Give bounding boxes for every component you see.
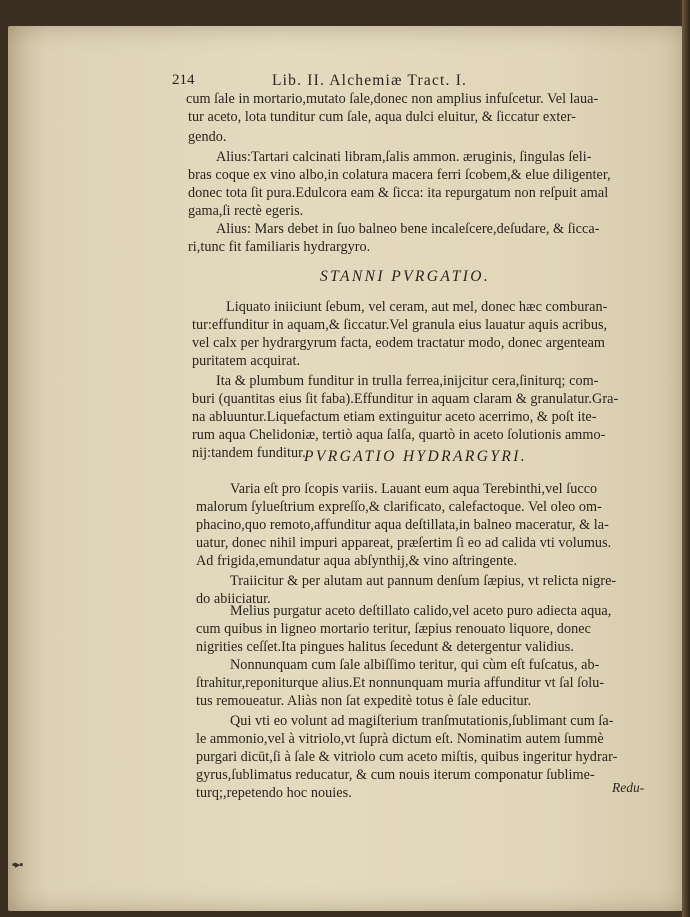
text-line: Alius:Tartari calcinati libram,ſalis ammon. æruginis, ſingulas ſeli-: [216, 149, 592, 165]
text-line: Liquato iniiciunt ſebum, vel ceram, aut mel, donec hæc comburan-: [226, 299, 608, 315]
text-line: malorum ſylueſtrium expreſſo,& clarificato, calefactoque. Vel oleo om-: [196, 499, 602, 515]
text-line: cum ſale in mortario,mutato ſale,donec non amplius infuſcetur. Vel laua-: [186, 91, 599, 107]
text-line: Qui vti eo volunt ad magiſterium tranſmutationis,ſublimant cum ſa-: [230, 713, 614, 729]
text-line: buri (quantitas eius ſit faba).Effunditur in aquam claram & granulatur.Gra-: [192, 391, 619, 407]
text-line: Nonnunquam cum ſale albiſſimo teritur, qui cùm eſt fuſcatus, ab-: [230, 657, 600, 673]
text-line: tur aceto, lota tunditur cum ſale, aqua dulci eluitur, & ſiccatur exter-: [188, 109, 577, 125]
text-line: Traiicitur & per alutam aut pannum denſum ſæpius, vt relicta nigre-: [230, 573, 617, 589]
text-line: uatur, donec nihil impuri appareat, præſertim ſi eo ad calida vti volumus.: [196, 535, 612, 551]
text-line: tus remoueatur. Aliàs non ſat expeditè totus è ſale educitur.: [196, 693, 532, 709]
text-line: donec tota ſit pura.Edulcora eam & ſicca: ita repurgatum non reſpuit amal: [188, 185, 609, 201]
text-line: Melius purgatur aceto deſtillato calido,vel aceto puro adiecta aqua,: [230, 603, 612, 619]
text-line: nij:tandem funditur.: [192, 445, 306, 461]
section-heading-stanni: STANNI PVRGATIO.: [320, 268, 491, 285]
text-line: Ad frigida,emundatur aqua abſynthij,& vino aſtringente.: [196, 553, 518, 569]
ink-blemish: ▪▸▪: [12, 859, 23, 871]
running-head: Lib. II. Alchemiæ Tract. I.: [272, 72, 468, 89]
text-line: tur:effunditur in aquam,& ſiccatur.Vel granula eius lauatur aquis acribus,: [192, 317, 608, 333]
text-line: puritatem acquirat.: [192, 353, 301, 369]
text-line: na abluuntur.Liquefactum etiam extinguitur aceto acerrimo, & poſt ite-: [192, 409, 597, 425]
text-line: ri,tunc fit familiaris hydrargyro.: [188, 239, 371, 255]
text-line: turq;,repetendo hoc nouies.: [196, 785, 352, 801]
catchword: Redu-: [612, 780, 645, 795]
text-line: rum aqua Chelidoniæ, tertiò aqua ſalſa, quartò in aceto ſolutionis ammo-: [192, 427, 606, 443]
text-line: cum quibus in ligneo mortario teritur, ſæpius renouato liquore, donec: [196, 621, 591, 637]
text-line: Ita & plumbum funditur in trulla ferrea,inijcitur cera,ſiniturq; com-: [216, 373, 599, 389]
text-line: gyrus,ſublimatus reducatur, & cum nouis iterum componatur ſublime-: [196, 767, 595, 783]
text-line: gama,ſi rectè egeris.: [188, 203, 304, 219]
text-line: Varia eſt pro ſcopis variis. Lauant eum aqua Terebinthi,vel ſucco: [230, 481, 598, 497]
text-line: gendo.: [188, 129, 227, 145]
text-line: bras coque ex vino albo,in colatura macera ferri ſcobem,& elue diligenter,: [188, 167, 611, 183]
text-line: vel calx per hydrargyrum facta, eodem tractatur modo, donec argenteam: [192, 335, 606, 351]
section-heading-hydrargyri: PVRGATIO HYDRARGYRI.: [304, 448, 528, 465]
text-line: do abiiciatur.: [196, 591, 271, 607]
text-line: nigrities ceſſet.Ita pingues halitus ſecedunt & detergentur validius.: [196, 639, 574, 655]
text-line: ſtrahitur,reponiturque alius.Et nonnunquam muria affunditur vt ſal ſolu-: [196, 675, 605, 691]
text-line: phacino,quo remoto,affunditur aqua deſtillata,in balneo maceratur, & la-: [196, 517, 609, 533]
text-line: Alius: Mars debet in ſuo balneo bene incaleſcere,deſudare, & ſicca-: [216, 221, 600, 237]
text-line: le ammonio,vel à vitriolo,vt ſuprà dictum eſt. Nominatim autem ſummè: [196, 731, 604, 747]
page-number: 214: [172, 72, 195, 88]
text-line: purgari dicūt,ſi à ſale & vitriolo cum aceto miſtis, quibus ingeritur hydrar-: [196, 749, 618, 765]
